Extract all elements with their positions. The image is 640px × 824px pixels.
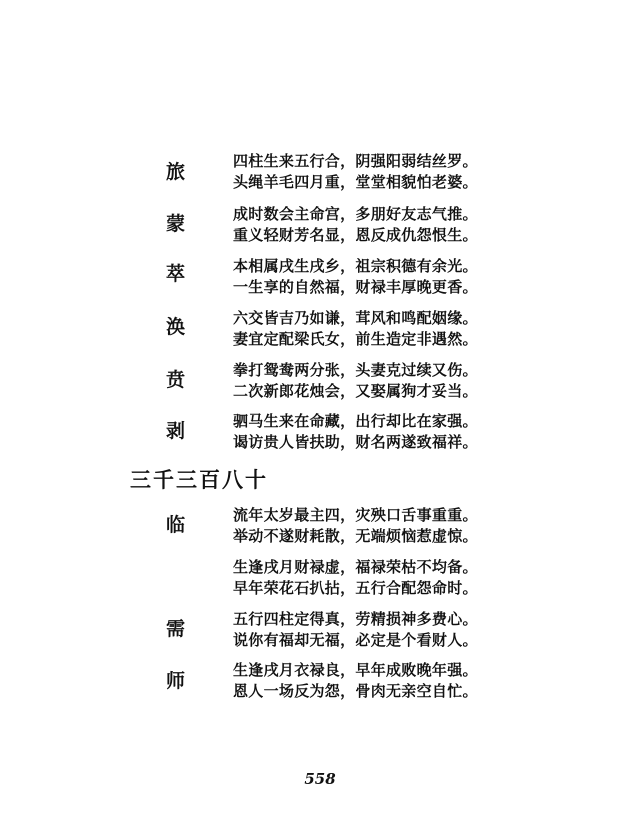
- verse-line: 妻宜定配梁氏女，前生造定非遇然。: [233, 330, 478, 348]
- verse-line: 本相属戌生戌乡，祖宗积德有余光。: [233, 257, 478, 275]
- verse-entry: [0, 610, 640, 650]
- verse-entry: [0, 152, 640, 192]
- verse-line: 早年荣花石扒拈，五行合配怨命时。: [233, 579, 478, 597]
- hexagram-name: 蒙: [166, 213, 186, 235]
- verse-entry: [0, 361, 640, 401]
- verse-line: 生逢戌月财禄虚，福禄荣枯不均备。: [233, 558, 478, 576]
- verse-line: 重义轻财芳名显，恩反成仇怨恨生。: [233, 226, 478, 244]
- verse-line: 恩人一场反为怨，骨肉无亲空自忙。: [233, 682, 478, 700]
- verse-line: 拳打鸳鸯两分张，头妻克过续又伤。: [233, 361, 478, 379]
- verse-entry: [0, 412, 640, 452]
- hexagram-name: 剥: [166, 420, 186, 442]
- verse-entry: [0, 661, 640, 701]
- hexagram-name: 贲: [166, 369, 186, 391]
- verse-line: 一生享的自然福，财禄丰厚晚更香。: [233, 278, 478, 296]
- hexagram-name: 涣: [166, 316, 186, 338]
- hexagram-name: 临: [166, 514, 186, 536]
- verse-line: 头绳羊毛四月重，堂堂相貌怕老婆。: [233, 173, 478, 191]
- verse-line: 五行四柱定得真，劳精损神多费心。: [233, 610, 478, 628]
- verse-line: 流年太岁最主四，灾殃口舌事重重。: [233, 506, 478, 524]
- verse-entry: [0, 257, 640, 297]
- verse-line: 驷马生来在命藏，出行却比在家强。: [233, 412, 478, 430]
- verse-line: 成时数会主命宫，多朋好友志气推。: [233, 205, 478, 223]
- hexagram-name: 旅: [166, 161, 186, 183]
- page-number: 558: [304, 770, 336, 788]
- verse-line: 举动不遂财耗散，无端烦恼惹虚惊。: [233, 527, 478, 545]
- verse-line: 谒访贵人皆扶助，财名两遂致福祥。: [233, 433, 478, 451]
- verse-entry: [0, 558, 640, 598]
- verse-entry: [0, 309, 640, 349]
- verse-entry: [0, 205, 640, 245]
- verse-line: 六交皆吉乃如谦，茸风和鸣配姻缘。: [233, 309, 478, 327]
- hexagram-name: 师: [166, 670, 186, 692]
- hexagram-name: 萃: [166, 263, 186, 285]
- section-heading: 三千三百八十: [130, 467, 268, 492]
- verse-line: 说你有福却无福，必定是个看财人。: [233, 631, 478, 649]
- verse-entry: [0, 506, 640, 546]
- verse-line: 四柱生来五行合，阴强阳弱结丝罗。: [233, 152, 478, 170]
- hexagram-name: 需: [166, 618, 186, 640]
- verse-line: 二次新郎花烛会，又娶属狗才妥当。: [233, 382, 478, 400]
- verse-line: 生逢戌月衣禄良，早年成败晚年强。: [233, 661, 478, 679]
